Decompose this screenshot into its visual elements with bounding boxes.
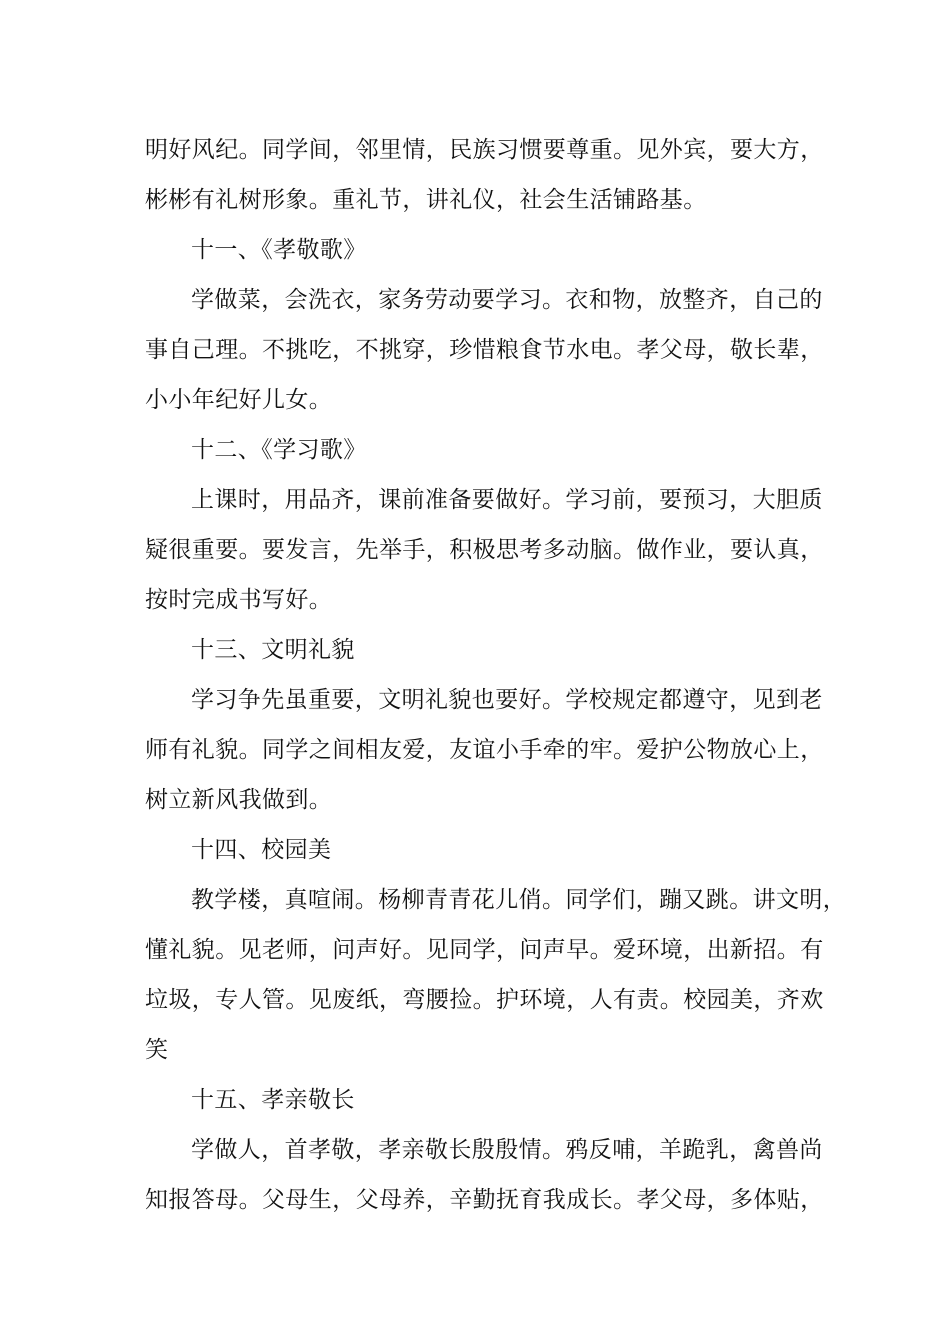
section-heading: 十四、校园美 — [191, 837, 332, 863]
text-line: 笑 — [145, 1037, 169, 1063]
text-line: 树立新风我做到。 — [145, 787, 333, 813]
section-heading: 十二、《学习歌》 — [191, 437, 367, 463]
text-line: 明好风纪。同学间，邻里情，民族习惯要尊重。见外宾，要大方， — [145, 137, 824, 163]
paragraph-first-line: 教学楼，真喧闹。杨柳青青花儿俏。同学们，蹦又跳。讲文明， — [191, 887, 847, 913]
paragraph-first-line: 学做菜，会洗衣，家务劳动要学习。衣和物，放整齐，自己的 — [191, 287, 823, 313]
section-heading: 十五、孝亲敬长 — [191, 1087, 355, 1113]
paragraph-first-line: 学做人，首孝敬，孝亲敬长殷殷情。鸦反哺，羊跪乳，禽兽尚 — [191, 1137, 823, 1163]
text-line: 垃圾，专人管。见废纸，弯腰捡。护环境，人有责。校园美，齐欢 — [145, 987, 824, 1013]
section-heading: 十三、文明礼貌 — [191, 637, 355, 663]
text-line: 懂礼貌。见老师，问声好。见同学，问声早。爱环境，出新招。有 — [145, 937, 824, 963]
text-line: 疑很重要。要发言，先举手，积极思考多动脑。做作业，要认真， — [145, 537, 824, 563]
text-line: 按时完成书写好。 — [145, 587, 333, 613]
text-line: 知报答母。父母生，父母养，辛勤抚育我成长。孝父母，多体贴， — [145, 1187, 824, 1213]
paragraph-first-line: 学习争先虽重要，文明礼貌也要好。学校规定都遵守，见到老 — [191, 687, 823, 713]
text-line: 事自己理。不挑吃，不挑穿，珍惜粮食节水电。孝父母，敬长辈， — [145, 337, 824, 363]
section-heading: 十一、《孝敬歌》 — [191, 237, 367, 263]
document-body — [145, 125, 847, 1225]
paragraph-first-line: 上课时，用品齐，课前准备要做好。学习前，要预习，大胆质 — [191, 487, 823, 513]
text-line: 小小年纪好儿女。 — [145, 387, 333, 413]
text-line: 彬彬有礼树形象。重礼节，讲礼仪，社会生活铺路基。 — [145, 187, 707, 213]
text-line: 师有礼貌。同学之间相友爱，友谊小手牵的牢。爱护公物放心上， — [145, 737, 824, 763]
